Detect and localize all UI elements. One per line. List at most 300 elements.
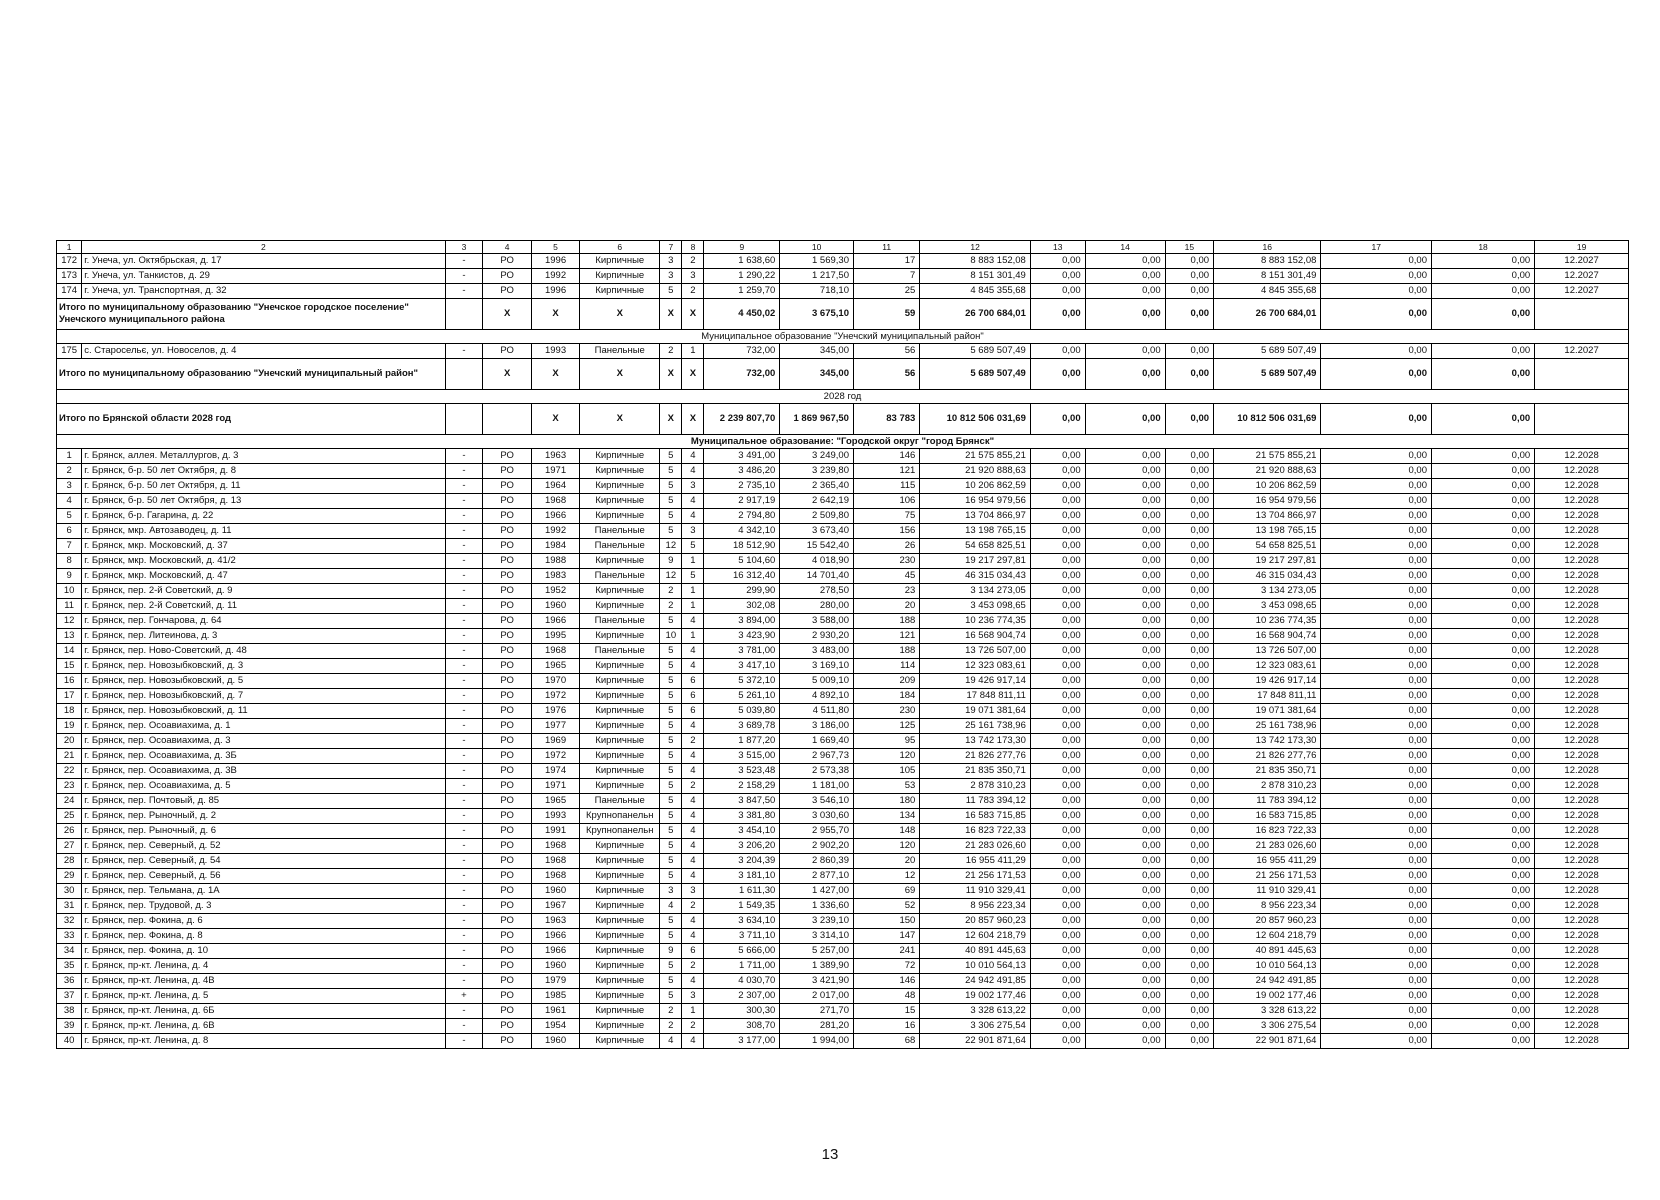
table-cell: 20 xyxy=(853,854,919,869)
table-cell: 12.2028 xyxy=(1535,989,1629,1004)
table-cell: 2 239 807,70 xyxy=(704,404,780,435)
table-cell: 17 xyxy=(853,254,919,269)
table-cell: РО xyxy=(483,824,531,839)
table-cell: 16 955 411,29 xyxy=(920,854,1031,869)
table-cell: 0,00 xyxy=(1165,344,1213,359)
table-cell: - xyxy=(445,689,483,704)
table-cell: 5 xyxy=(660,794,682,809)
table-cell: 56 xyxy=(853,344,919,359)
table-cell: 10 010 564,13 xyxy=(920,959,1031,974)
table-cell: 30 xyxy=(57,884,82,899)
table-cell: 1988 xyxy=(531,554,579,569)
column-number: 15 xyxy=(1165,241,1213,254)
table-cell: 5 xyxy=(660,854,682,869)
table-cell: 12 323 083,61 xyxy=(1214,659,1321,674)
address-cell: г. Брянск, пер. Северный, д. 56 xyxy=(82,869,445,884)
table-cell: - xyxy=(445,959,483,974)
table-cell: 0,00 xyxy=(1030,944,1085,959)
table-cell: - xyxy=(445,599,483,614)
table-cell: 4 xyxy=(682,644,704,659)
table-cell: 3 xyxy=(660,884,682,899)
table-cell: 1 290,22 xyxy=(704,269,780,284)
table-row xyxy=(57,344,1629,359)
table-cell: 0,00 xyxy=(1030,689,1085,704)
address-cell: г. Брянск, пер. Ново-Советский, д. 48 xyxy=(82,644,445,659)
table-cell: 20 xyxy=(853,599,919,614)
table-cell: 21 575 855,21 xyxy=(1214,449,1321,464)
table-cell: X xyxy=(531,359,579,390)
table-cell: 12.2028 xyxy=(1535,1004,1629,1019)
table-cell: 2 xyxy=(660,1004,682,1019)
table-cell: 1964 xyxy=(531,479,579,494)
table-cell: 5 xyxy=(660,824,682,839)
table-cell: 11 910 329,41 xyxy=(920,884,1031,899)
table-cell: 278,50 xyxy=(780,584,854,599)
table-cell: 0,00 xyxy=(1085,269,1165,284)
table-cell: 5 xyxy=(682,539,704,554)
address-cell: г. Брянск, пер. Осоавиахима, д. 5 xyxy=(82,779,445,794)
address-cell: г. Брянск, пр-кт. Ленина, д. 4 xyxy=(82,959,445,974)
table-cell: 2 xyxy=(660,584,682,599)
table-cell: 0,00 xyxy=(1165,764,1213,779)
table-cell: 5 xyxy=(660,494,682,509)
table-cell: 27 xyxy=(57,839,82,854)
table-cell: 3 030,60 xyxy=(780,809,854,824)
housing-table-body xyxy=(57,241,1629,1049)
column-number: 10 xyxy=(780,241,854,254)
table-cell: Панельные xyxy=(580,539,660,554)
table-cell: 21 256 171,53 xyxy=(1214,869,1321,884)
table-cell: - xyxy=(445,944,483,959)
table-cell: 0,00 xyxy=(1030,704,1085,719)
table-cell: 0,00 xyxy=(1431,809,1534,824)
table-row xyxy=(57,254,1629,269)
table-cell: 0,00 xyxy=(1321,284,1432,299)
table-cell: 2 878 310,23 xyxy=(920,779,1031,794)
table-cell: X xyxy=(682,299,704,330)
table-cell: Кирпичные xyxy=(580,584,660,599)
table-cell: 6 xyxy=(682,704,704,719)
table-row xyxy=(57,974,1629,989)
table-cell: 19 217 297,81 xyxy=(1214,554,1321,569)
table-row xyxy=(57,464,1629,479)
table-cell: 0,00 xyxy=(1165,1034,1213,1049)
table-cell: Кирпичные xyxy=(580,629,660,644)
address-cell: г. Брянск, пр-кт. Ленина, д. 6В xyxy=(82,1019,445,1034)
table-cell: 25 161 738,96 xyxy=(920,719,1031,734)
table-cell: РО xyxy=(483,254,531,269)
table-cell: 0,00 xyxy=(1085,779,1165,794)
table-cell: Кирпичные xyxy=(580,479,660,494)
table-cell: 106 xyxy=(853,494,919,509)
table-cell: РО xyxy=(483,959,531,974)
column-number: 14 xyxy=(1085,241,1165,254)
table-cell: 3 xyxy=(682,884,704,899)
table-cell: 10 812 506 031,69 xyxy=(1214,404,1321,435)
address-cell: г. Унеча, ул. Транспортная, д. 32 xyxy=(82,284,445,299)
table-cell: 12.2028 xyxy=(1535,779,1629,794)
table-cell: 0,00 xyxy=(1321,269,1432,284)
table-row xyxy=(57,854,1629,869)
table-cell: РО xyxy=(483,539,531,554)
table-cell: 1952 xyxy=(531,584,579,599)
table-cell: 68 xyxy=(853,1034,919,1049)
table-cell: 19 002 177,46 xyxy=(920,989,1031,1004)
table-cell: 12.2028 xyxy=(1535,674,1629,689)
table-cell: 1966 xyxy=(531,614,579,629)
table-cell: - xyxy=(445,554,483,569)
table-cell: 2 955,70 xyxy=(780,824,854,839)
table-cell: Кирпичные xyxy=(580,689,660,704)
table-cell: 0,00 xyxy=(1085,764,1165,779)
table-cell: 16 568 904,74 xyxy=(1214,629,1321,644)
table-cell: 1992 xyxy=(531,269,579,284)
table-cell: 0,00 xyxy=(1321,1004,1432,1019)
table-cell: 0,00 xyxy=(1165,929,1213,944)
table-cell: 0,00 xyxy=(1431,494,1534,509)
table-cell: 13 742 173,30 xyxy=(1214,734,1321,749)
table-cell: 1960 xyxy=(531,884,579,899)
table-cell: 40 891 445,63 xyxy=(1214,944,1321,959)
table-cell: 0,00 xyxy=(1431,524,1534,539)
table-cell: 5 xyxy=(660,659,682,674)
table-cell: 56 xyxy=(853,359,919,390)
table-cell: 12.2028 xyxy=(1535,584,1629,599)
table-cell: 4 845 355,68 xyxy=(1214,284,1321,299)
table-cell: 12.2028 xyxy=(1535,1034,1629,1049)
table-cell: Кирпичные xyxy=(580,494,660,509)
table-cell: 10 206 862,59 xyxy=(1214,479,1321,494)
table-cell: РО xyxy=(483,884,531,899)
table-cell: 1967 xyxy=(531,899,579,914)
table-cell: 0,00 xyxy=(1030,539,1085,554)
table-cell: РО xyxy=(483,974,531,989)
table-cell: 22 xyxy=(57,764,82,779)
table-cell: 121 xyxy=(853,629,919,644)
table-cell: 95 xyxy=(853,734,919,749)
table-cell: 1 669,40 xyxy=(780,734,854,749)
table-cell: 10 xyxy=(660,629,682,644)
table-cell: 0,00 xyxy=(1431,989,1534,1004)
table-cell: 0,00 xyxy=(1030,869,1085,884)
table-cell: 3 181,10 xyxy=(704,869,780,884)
address-cell: г. Брянск, аллея. Металлургов, д. 3 xyxy=(82,449,445,464)
table-cell: 24 xyxy=(57,794,82,809)
table-cell: Кирпичные xyxy=(580,254,660,269)
table-cell: X xyxy=(580,359,660,390)
table-cell: 2 878 310,23 xyxy=(1214,779,1321,794)
table-cell: 0,00 xyxy=(1165,539,1213,554)
table-row xyxy=(57,734,1629,749)
table-cell: РО xyxy=(483,794,531,809)
table-cell: 12.2028 xyxy=(1535,944,1629,959)
table-cell: 3 328 613,22 xyxy=(920,1004,1031,1019)
table-cell: 3 486,20 xyxy=(704,464,780,479)
table-cell: РО xyxy=(483,674,531,689)
column-number: 6 xyxy=(580,241,660,254)
table-cell: 299,90 xyxy=(704,584,780,599)
table-cell: Кирпичные xyxy=(580,1019,660,1034)
table-cell: Кирпичные xyxy=(580,599,660,614)
table-cell: 15 542,40 xyxy=(780,539,854,554)
table-cell: 5 xyxy=(57,509,82,524)
table-cell: 184 xyxy=(853,689,919,704)
table-cell: 0,00 xyxy=(1030,1004,1085,1019)
table-cell: 12.2028 xyxy=(1535,854,1629,869)
table-cell: 147 xyxy=(853,929,919,944)
table-cell: 0,00 xyxy=(1431,869,1534,884)
table-cell: 11 910 329,41 xyxy=(1214,884,1321,899)
table-cell: 12.2028 xyxy=(1535,689,1629,704)
table-cell: 134 xyxy=(853,809,919,824)
table-cell: 0,00 xyxy=(1431,614,1534,629)
table-cell: 0,00 xyxy=(1165,899,1213,914)
table-cell: 0,00 xyxy=(1431,599,1534,614)
table-cell: 1971 xyxy=(531,464,579,479)
table-cell: 1 711,00 xyxy=(704,959,780,974)
table-cell: 25 xyxy=(853,284,919,299)
table-cell: 10 236 774,35 xyxy=(1214,614,1321,629)
table-cell: - xyxy=(445,719,483,734)
table-cell: X xyxy=(660,359,682,390)
table-cell: 0,00 xyxy=(1085,839,1165,854)
table-cell: 0,00 xyxy=(1431,644,1534,659)
table-cell: Панельные xyxy=(580,524,660,539)
table-cell: РО xyxy=(483,554,531,569)
table-cell: 271,70 xyxy=(780,1004,854,1019)
table-cell: 0,00 xyxy=(1165,254,1213,269)
column-number: 8 xyxy=(682,241,704,254)
table-row xyxy=(57,599,1629,614)
table-cell: 2 307,00 xyxy=(704,989,780,1004)
table-cell: 3 381,80 xyxy=(704,809,780,824)
table-cell: X xyxy=(660,299,682,330)
table-cell: 0,00 xyxy=(1321,344,1432,359)
table-cell: Кирпичные xyxy=(580,779,660,794)
table-cell: РО xyxy=(483,659,531,674)
table-cell: 12.2027 xyxy=(1535,344,1629,359)
housing-table-sheet xyxy=(56,240,1629,1049)
table-cell: 0,00 xyxy=(1030,479,1085,494)
table-cell: 105 xyxy=(853,764,919,779)
table-cell: 2 794,80 xyxy=(704,509,780,524)
table-cell: Кирпичные xyxy=(580,719,660,734)
table-row xyxy=(57,719,1629,734)
table-cell: 0,00 xyxy=(1165,614,1213,629)
table-cell: - xyxy=(445,479,483,494)
table-row xyxy=(57,809,1629,824)
address-cell: г. Брянск, мкр. Московский, д. 41/2 xyxy=(82,554,445,569)
table-cell: - xyxy=(445,749,483,764)
address-cell: г. Брянск, пер. Северный, д. 54 xyxy=(82,854,445,869)
table-row xyxy=(57,644,1629,659)
table-cell: 4 xyxy=(682,494,704,509)
table-cell: 0,00 xyxy=(1030,899,1085,914)
table-cell: 5 xyxy=(660,734,682,749)
table-cell: 2 xyxy=(660,344,682,359)
table-cell: 8 883 152,08 xyxy=(920,254,1031,269)
table-cell: 12.2028 xyxy=(1535,614,1629,629)
table-cell: 1 427,00 xyxy=(780,884,854,899)
table-cell: 175 xyxy=(57,344,82,359)
table-cell: 150 xyxy=(853,914,919,929)
table-cell: Панельные xyxy=(580,794,660,809)
table-cell: 0,00 xyxy=(1431,1004,1534,1019)
table-cell: 8 151 301,49 xyxy=(920,269,1031,284)
table-cell: 13 742 173,30 xyxy=(920,734,1031,749)
table-cell: 12.2028 xyxy=(1535,719,1629,734)
table-cell: - xyxy=(445,449,483,464)
table-cell: X xyxy=(580,404,660,435)
table-cell: 3 689,78 xyxy=(704,719,780,734)
table-cell: 5 261,10 xyxy=(704,689,780,704)
table-cell: 0,00 xyxy=(1321,854,1432,869)
table-cell: 1993 xyxy=(531,809,579,824)
column-number-header xyxy=(57,241,1629,254)
table-cell: 0,00 xyxy=(1165,689,1213,704)
table-cell: 2 xyxy=(682,779,704,794)
table-cell: 0,00 xyxy=(1321,539,1432,554)
table-cell: 241 xyxy=(853,944,919,959)
address-cell: г. Брянск, пер. 2-й Советский, д. 11 xyxy=(82,599,445,614)
table-cell: 5 009,10 xyxy=(780,674,854,689)
table-cell: 1983 xyxy=(531,569,579,584)
table-cell: 0,00 xyxy=(1030,524,1085,539)
table-cell: 2 967,73 xyxy=(780,749,854,764)
table-cell: РО xyxy=(483,494,531,509)
table-row xyxy=(57,1034,1629,1049)
table-cell: 0,00 xyxy=(1321,404,1432,435)
table-cell: 12 323 083,61 xyxy=(920,659,1031,674)
table-cell: 0,00 xyxy=(1085,884,1165,899)
table-cell: 1963 xyxy=(531,914,579,929)
table-cell: 5 xyxy=(660,674,682,689)
table-cell: - xyxy=(445,254,483,269)
table-cell: 0,00 xyxy=(1165,299,1213,330)
table-cell: 0,00 xyxy=(1431,509,1534,524)
table-cell: 7 xyxy=(853,269,919,284)
table-cell: 12.2028 xyxy=(1535,449,1629,464)
table-cell: 0,00 xyxy=(1321,899,1432,914)
table-row xyxy=(57,629,1629,644)
table-cell: 0,00 xyxy=(1085,254,1165,269)
table-cell: 0,00 xyxy=(1085,614,1165,629)
table-cell: - xyxy=(445,809,483,824)
table-cell: 19 002 177,46 xyxy=(1214,989,1321,1004)
table-cell: 0,00 xyxy=(1431,449,1534,464)
table-cell: 0,00 xyxy=(1321,509,1432,524)
table-cell: 12.2028 xyxy=(1535,539,1629,554)
table-row xyxy=(57,1004,1629,1019)
table-cell: + xyxy=(445,989,483,1004)
table-cell: 3 249,00 xyxy=(780,449,854,464)
table-cell: 0,00 xyxy=(1431,659,1534,674)
table-cell: 1 638,60 xyxy=(704,254,780,269)
table-row xyxy=(57,494,1629,509)
table-cell: 8 956 223,34 xyxy=(920,899,1031,914)
table-cell: 0,00 xyxy=(1030,929,1085,944)
address-cell: г. Брянск, пр-кт. Ленина, д. 8 xyxy=(82,1034,445,1049)
table-cell: 0,00 xyxy=(1085,599,1165,614)
table-cell: 0,00 xyxy=(1321,824,1432,839)
table-cell: РО xyxy=(483,869,531,884)
table-cell: 5 xyxy=(660,524,682,539)
table-cell: 0,00 xyxy=(1165,554,1213,569)
table-cell: 5 xyxy=(660,749,682,764)
table-cell: 172 xyxy=(57,254,82,269)
table-cell: 0,00 xyxy=(1085,344,1165,359)
table-cell: 0,00 xyxy=(1085,869,1165,884)
table-cell: 1968 xyxy=(531,644,579,659)
table-cell: 0,00 xyxy=(1321,359,1432,390)
table-cell: 0,00 xyxy=(1165,824,1213,839)
address-cell: г. Брянск, пер. Осоавиахима, д. 1 xyxy=(82,719,445,734)
table-cell: 3 xyxy=(682,989,704,1004)
address-cell: г. Брянск, пр-кт. Ленина, д. 5 xyxy=(82,989,445,1004)
table-cell: 25 161 738,96 xyxy=(1214,719,1321,734)
table-cell: Кирпичные xyxy=(580,929,660,944)
table-cell: 72 xyxy=(853,959,919,974)
table-cell: 0,00 xyxy=(1321,809,1432,824)
address-cell: г. Брянск, пер. Гончарова, д. 64 xyxy=(82,614,445,629)
table-cell: 0,00 xyxy=(1030,254,1085,269)
table-cell: 5 689 507,49 xyxy=(920,359,1031,390)
table-cell: 4 xyxy=(660,1034,682,1049)
table-cell: 0,00 xyxy=(1321,944,1432,959)
table-cell: Кирпичные xyxy=(580,554,660,569)
table-cell: 1966 xyxy=(531,509,579,524)
table-cell: 1979 xyxy=(531,974,579,989)
table-cell: 0,00 xyxy=(1321,1019,1432,1034)
table-cell: 0,00 xyxy=(1431,899,1534,914)
table-cell: 3 186,00 xyxy=(780,719,854,734)
table-row xyxy=(57,959,1629,974)
table-cell: 0,00 xyxy=(1431,1034,1534,1049)
table-cell: 345,00 xyxy=(780,344,854,359)
table-cell: 0,00 xyxy=(1030,809,1085,824)
table-cell: 13 726 507,00 xyxy=(1214,644,1321,659)
table-cell: 1969 xyxy=(531,734,579,749)
table-cell: 0,00 xyxy=(1030,749,1085,764)
table-cell: 19 071 381,64 xyxy=(920,704,1031,719)
table-cell: РО xyxy=(483,1034,531,1049)
address-cell: г. Брянск, пр-кт. Ленина, д. 6Б xyxy=(82,1004,445,1019)
table-cell: 5 xyxy=(660,989,682,1004)
table-cell: 5 xyxy=(660,914,682,929)
table-cell: 13 704 866,97 xyxy=(920,509,1031,524)
table-cell: 0,00 xyxy=(1165,704,1213,719)
table-cell: 5 xyxy=(660,449,682,464)
table-cell: 12.2028 xyxy=(1535,899,1629,914)
table-cell: 5 xyxy=(660,929,682,944)
table-cell: 0,00 xyxy=(1085,704,1165,719)
table-cell: 10 010 564,13 xyxy=(1214,959,1321,974)
table-cell: РО xyxy=(483,704,531,719)
table-cell: 0,00 xyxy=(1431,959,1534,974)
table-cell: 1976 xyxy=(531,704,579,719)
column-number: 5 xyxy=(531,241,579,254)
address-cell: г. Брянск, пер. Тельмана, д. 1А xyxy=(82,884,445,899)
table-cell: 1970 xyxy=(531,674,579,689)
table-cell: - xyxy=(445,629,483,644)
table-cell: Кирпичные xyxy=(580,734,660,749)
table-cell: 12.2028 xyxy=(1535,884,1629,899)
table-cell: 12.2027 xyxy=(1535,254,1629,269)
table-cell: 125 xyxy=(853,719,919,734)
table-cell: 0,00 xyxy=(1165,719,1213,734)
table-cell: 16 583 715,85 xyxy=(1214,809,1321,824)
table-cell: 25 xyxy=(57,809,82,824)
